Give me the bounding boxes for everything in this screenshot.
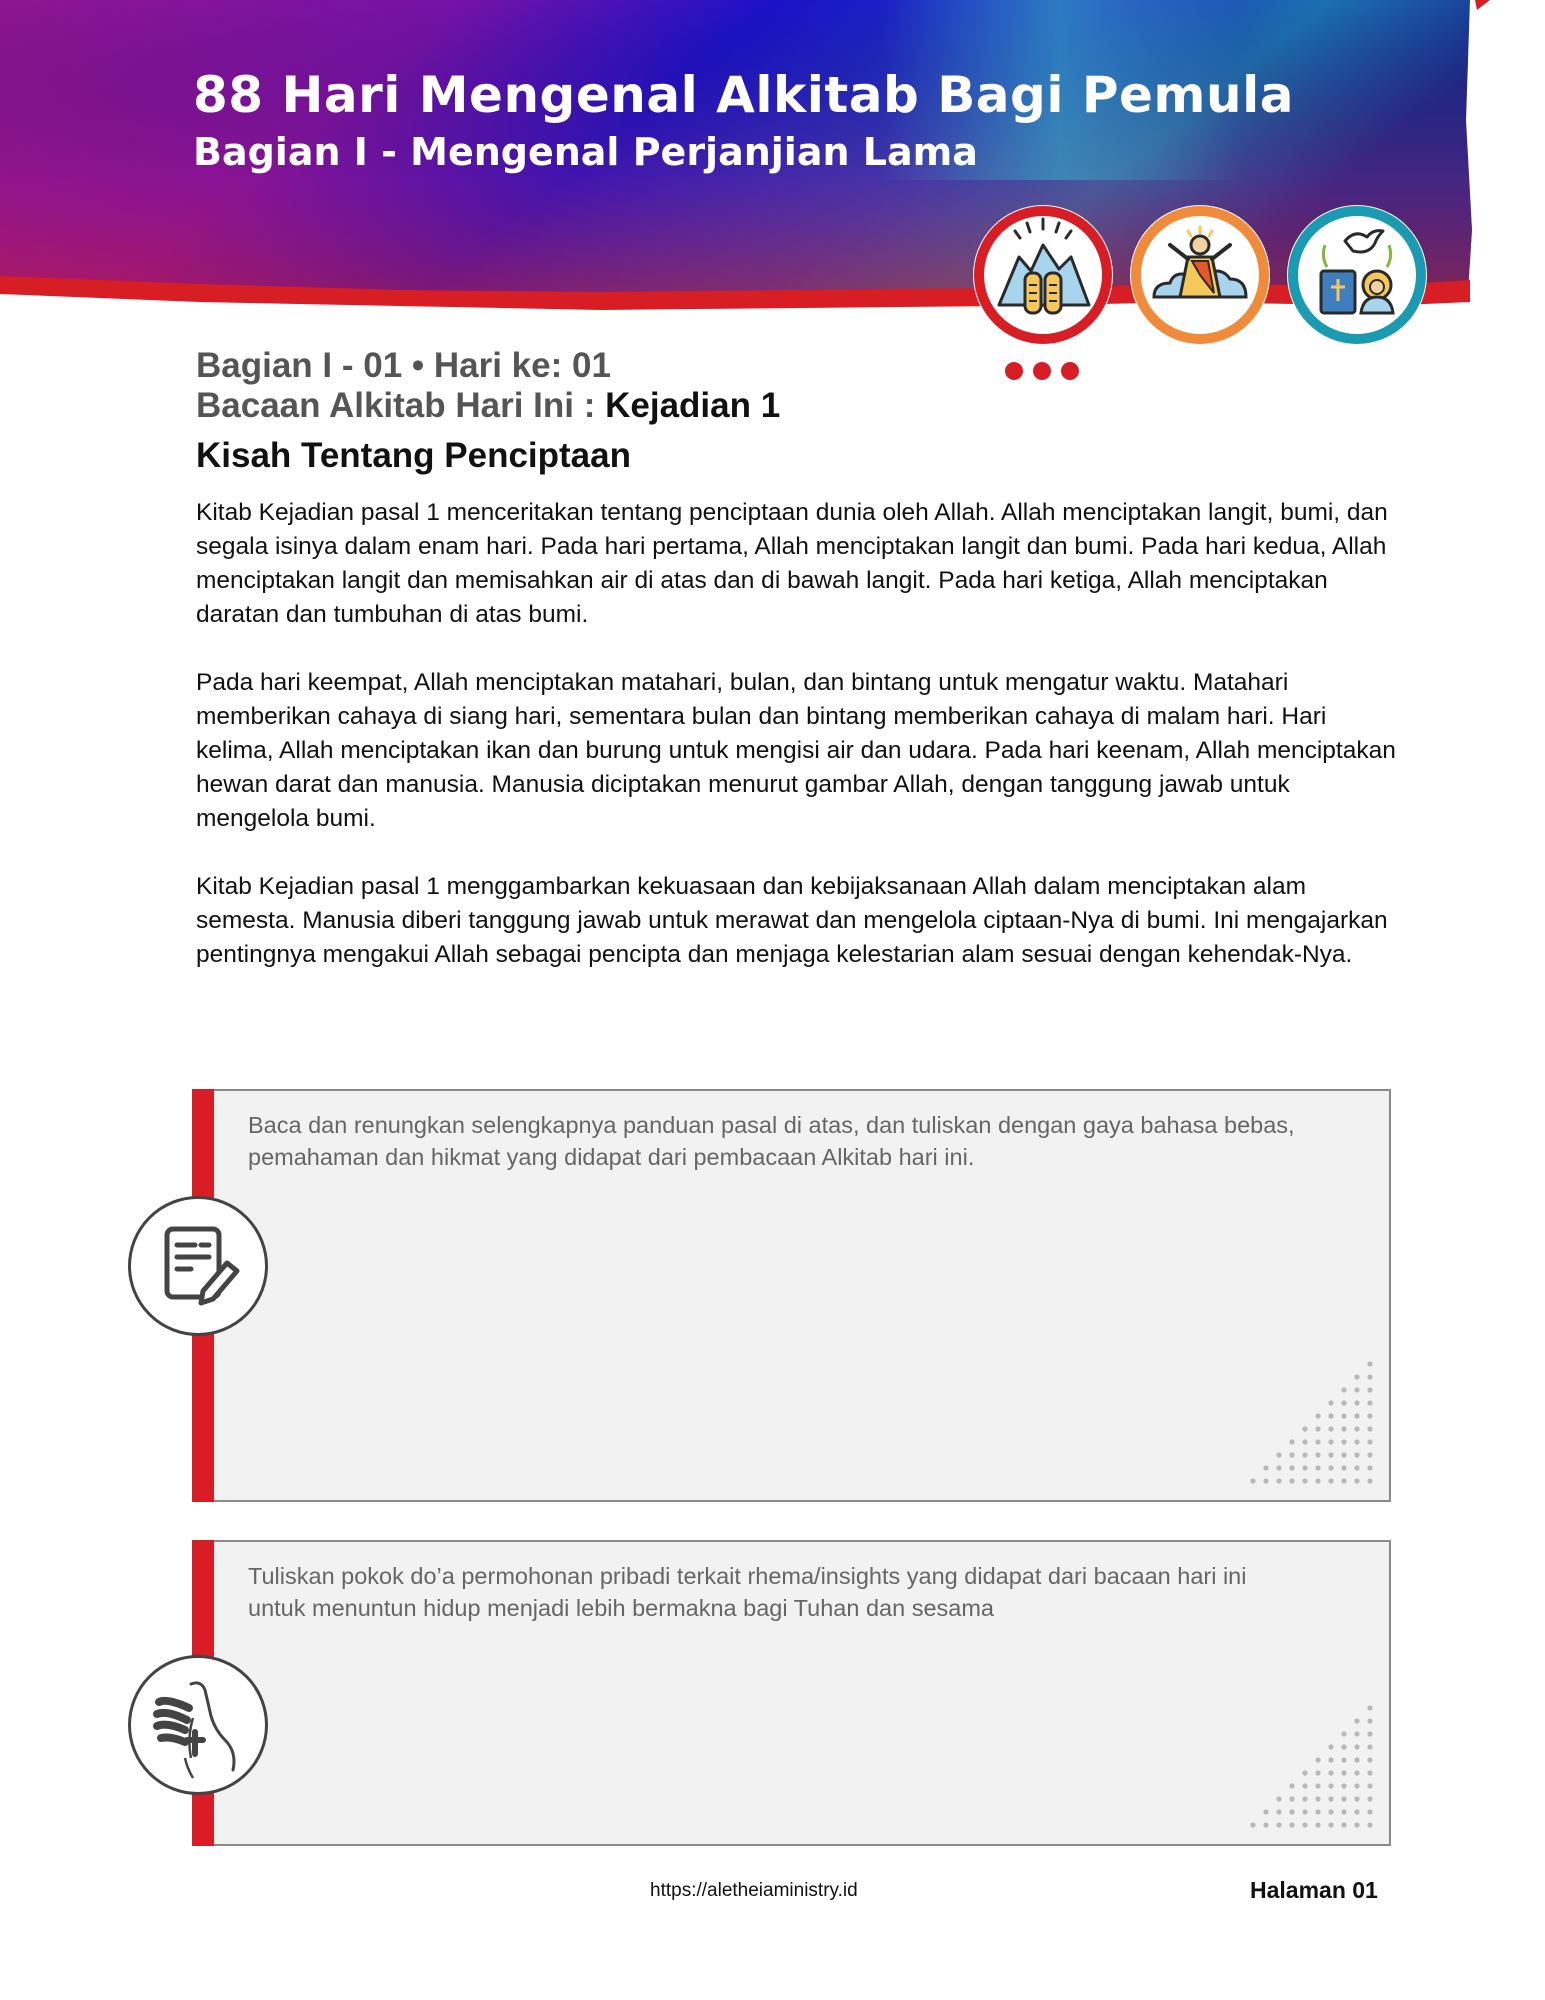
pattern-dot: [1354, 1822, 1359, 1827]
pattern-dot: [1328, 1809, 1333, 1814]
pattern-dot: [1315, 1413, 1320, 1418]
pattern-dot: [1367, 1744, 1372, 1749]
pattern-dot: [1263, 1478, 1268, 1483]
article-body: [196, 496, 1396, 1006]
pattern-dot: [1341, 1744, 1346, 1749]
pattern-dot: [1302, 1809, 1307, 1814]
pattern-dot: [1263, 1809, 1268, 1814]
pattern-dot: [1341, 1413, 1346, 1418]
pattern-dot: [1302, 1822, 1307, 1827]
pattern-dot: [1328, 1783, 1333, 1788]
pattern-dot: [1367, 1400, 1372, 1405]
pattern-dot: [1328, 1400, 1333, 1405]
pattern-dot: [1302, 1783, 1307, 1788]
decorative-dots: [1005, 362, 1079, 380]
pattern-dot: [1341, 1426, 1346, 1431]
pattern-dot: [1289, 1452, 1294, 1457]
pattern-dot: [1341, 1452, 1346, 1457]
pattern-dot: [1354, 1400, 1359, 1405]
page-subtitle: Bagian I - Mengenal Perjanjian Lama: [193, 130, 978, 174]
pattern-dot: [1367, 1796, 1372, 1801]
pattern-dot: [1315, 1783, 1320, 1788]
pattern-dot: [1276, 1796, 1281, 1801]
section-day-label: Bagian I - 01 • Hari ke: 01: [196, 346, 611, 385]
footer-url[interactable]: https://aletheiaministry.id: [650, 1880, 858, 1901]
pattern-dot: [1367, 1361, 1372, 1366]
pattern-dot: [1341, 1757, 1346, 1762]
pattern-dot: [1367, 1757, 1372, 1762]
pattern-dot: [1250, 1478, 1255, 1483]
pattern-dot: [1250, 1822, 1255, 1827]
pattern-dot: [1367, 1426, 1372, 1431]
pattern-dot: [1328, 1452, 1333, 1457]
pattern-dot: [1315, 1809, 1320, 1814]
pattern-dot: [1367, 1718, 1372, 1723]
pattern-dot: [1328, 1757, 1333, 1762]
prayer-writing-box[interactable]: [192, 1540, 1391, 1846]
pattern-dot: [1302, 1465, 1307, 1470]
pattern-dot: [1302, 1439, 1307, 1444]
pattern-dot: [1289, 1783, 1294, 1788]
pattern-dot: [1328, 1465, 1333, 1470]
pattern-dot: [1289, 1809, 1294, 1814]
dot-pattern: [1245, 1356, 1385, 1496]
pattern-dot: [1289, 1478, 1294, 1483]
pattern-dot: [1341, 1400, 1346, 1405]
pattern-dot: [1367, 1822, 1372, 1827]
pattern-dot: [1315, 1822, 1320, 1827]
pattern-dot: [1315, 1426, 1320, 1431]
pattern-dot: [1289, 1796, 1294, 1801]
pattern-dot: [1367, 1770, 1372, 1775]
paragraph: Kitab Kejadian pasal 1 menceritakan tentang penciptaan dunia oleh Allah. Allah menciptakan langit, bumi, dan segala isinya dalam enam hari. Pada hari pertama, Allah menciptakan langit dan bumi. Pada hari kedua, Allah menciptakan langit dan memisahkan air di atas dan di bawah langit. Pada hari ketiga, Allah menciptakan daratan dan tumbuhan di atas bumi.: [196, 499, 1388, 628]
pattern-dot: [1276, 1478, 1281, 1483]
pattern-dot: [1354, 1465, 1359, 1470]
pattern-dot: [1328, 1413, 1333, 1418]
pattern-dot: [1354, 1387, 1359, 1392]
prayer-prompt: Tuliskan pokok do’a permohonan pribadi terkait rhema/insights yang didapat dari bacaan hari ini untuk menuntun hidup menjadi lebih bermakna bagi Tuhan dan sesama: [248, 1563, 1247, 1621]
dot: [1005, 362, 1023, 380]
reading-label: Bacaan Alkitab Hari Ini :: [196, 386, 606, 425]
pattern-dot: [1315, 1465, 1320, 1470]
pattern-dot: [1367, 1374, 1372, 1379]
pattern-dot: [1354, 1757, 1359, 1762]
pattern-dot: [1328, 1439, 1333, 1444]
pattern-dot: [1354, 1439, 1359, 1444]
pattern-dot: [1341, 1465, 1346, 1470]
pattern-dot: [1315, 1757, 1320, 1762]
pattern-dot: [1341, 1439, 1346, 1444]
pattern-dot: [1354, 1731, 1359, 1736]
pattern-dot: [1276, 1465, 1281, 1470]
pattern-dot: [1367, 1465, 1372, 1470]
pattern-dot: [1302, 1426, 1307, 1431]
pattern-dot: [1341, 1822, 1346, 1827]
paragraph: Kitab Kejadian pasal 1 menggambarkan kekuasaan dan kebijaksanaan Allah dalam menciptakan alam semesta. Manusia diberi tanggung jawab untuk merawat dan mengelola ciptaan-Nya di bumi. Ini mengajarkan pentingnya mengakui Allah sebagai pencipta dan menjaga kelestarian alam sesuai dengan kehendak-Nya.: [196, 873, 1388, 968]
pattern-dot: [1263, 1822, 1268, 1827]
pattern-dot: [1315, 1478, 1320, 1483]
pattern-dot: [1354, 1796, 1359, 1801]
pattern-dot: [1367, 1705, 1372, 1710]
pattern-dot: [1315, 1452, 1320, 1457]
article-heading: Kisah Tentang Penciptaan: [196, 436, 631, 475]
pattern-dot: [1341, 1731, 1346, 1736]
pattern-dot: [1328, 1822, 1333, 1827]
pattern-dot: [1276, 1809, 1281, 1814]
reflection-writing-box[interactable]: [192, 1089, 1391, 1502]
pattern-dot: [1328, 1770, 1333, 1775]
pattern-dot: [1341, 1809, 1346, 1814]
pattern-dot: [1315, 1439, 1320, 1444]
jesus-ascension-icon: [1130, 205, 1270, 345]
pattern-dot: [1289, 1822, 1294, 1827]
pattern-dot: [1367, 1439, 1372, 1444]
pattern-dot: [1341, 1796, 1346, 1801]
pattern-dot: [1289, 1439, 1294, 1444]
pattern-dot: [1341, 1478, 1346, 1483]
note-pencil-icon: [128, 1196, 268, 1336]
pattern-dot: [1276, 1452, 1281, 1457]
pattern-dot: [1302, 1796, 1307, 1801]
reflection-prompt: Baca dan renungkan selengkapnya panduan pasal di atas, dan tuliskan dengan gaya bahasa bebas, pemahaman dan hikmat yang didapat dari pembacaan Alkitab hari ini.: [248, 1112, 1295, 1170]
bible-dove-icon: [1287, 205, 1427, 345]
pattern-dot: [1367, 1413, 1372, 1418]
pattern-dot: [1354, 1413, 1359, 1418]
pattern-dot: [1367, 1478, 1372, 1483]
pattern-dot: [1328, 1796, 1333, 1801]
pattern-dot: [1354, 1770, 1359, 1775]
pattern-dot: [1354, 1478, 1359, 1483]
pattern-dot: [1289, 1465, 1294, 1470]
pattern-dot: [1315, 1770, 1320, 1775]
pattern-dot: [1354, 1718, 1359, 1723]
pattern-dot: [1367, 1387, 1372, 1392]
reading-book: Kejadian 1: [605, 386, 781, 425]
pattern-dot: [1341, 1387, 1346, 1392]
pattern-dot: [1328, 1478, 1333, 1483]
pattern-dot: [1328, 1744, 1333, 1749]
dot: [1033, 362, 1051, 380]
pattern-dot: [1328, 1426, 1333, 1431]
pattern-dot: [1354, 1374, 1359, 1379]
pattern-dot: [1354, 1452, 1359, 1457]
pattern-dot: [1367, 1783, 1372, 1788]
pattern-dot: [1263, 1465, 1268, 1470]
page-number: Halaman 01: [1250, 1877, 1378, 1903]
tablets-mountain-icon: [973, 205, 1113, 345]
pattern-dot: [1302, 1478, 1307, 1483]
pattern-dot: [1367, 1731, 1372, 1736]
page-title: 88 Hari Mengenal Alkitab Bagi Pemula: [193, 66, 1295, 124]
pattern-dot: [1367, 1809, 1372, 1814]
dot: [1061, 362, 1079, 380]
pattern-dot: [1354, 1809, 1359, 1814]
praying-hand-cross-icon: [128, 1655, 268, 1795]
pattern-dot: [1302, 1452, 1307, 1457]
pattern-dot: [1354, 1783, 1359, 1788]
reading-line: [196, 386, 780, 426]
pattern-dot: [1341, 1770, 1346, 1775]
pattern-dot: [1276, 1822, 1281, 1827]
pattern-dot: [1315, 1796, 1320, 1801]
paragraph: Pada hari keempat, Allah menciptakan matahari, bulan, dan bintang untuk mengatur waktu. Matahari memberikan cahaya di siang hari, sementara bulan dan bintang memberikan cahaya di malam hari. Hari kelima, Allah menciptakan ikan dan burung untuk mengisi air dan udara. Pada hari keenam, Allah menciptakan hewan darat dan manusia. Manusia diciptakan menurut gambar Allah, dengan tanggung jawab untuk mengelola bumi.: [196, 669, 1396, 832]
dot-pattern: [1245, 1700, 1385, 1840]
pattern-dot: [1354, 1744, 1359, 1749]
pattern-dot: [1367, 1452, 1372, 1457]
pattern-dot: [1341, 1783, 1346, 1788]
pattern-dot: [1302, 1770, 1307, 1775]
pattern-dot: [1354, 1426, 1359, 1431]
